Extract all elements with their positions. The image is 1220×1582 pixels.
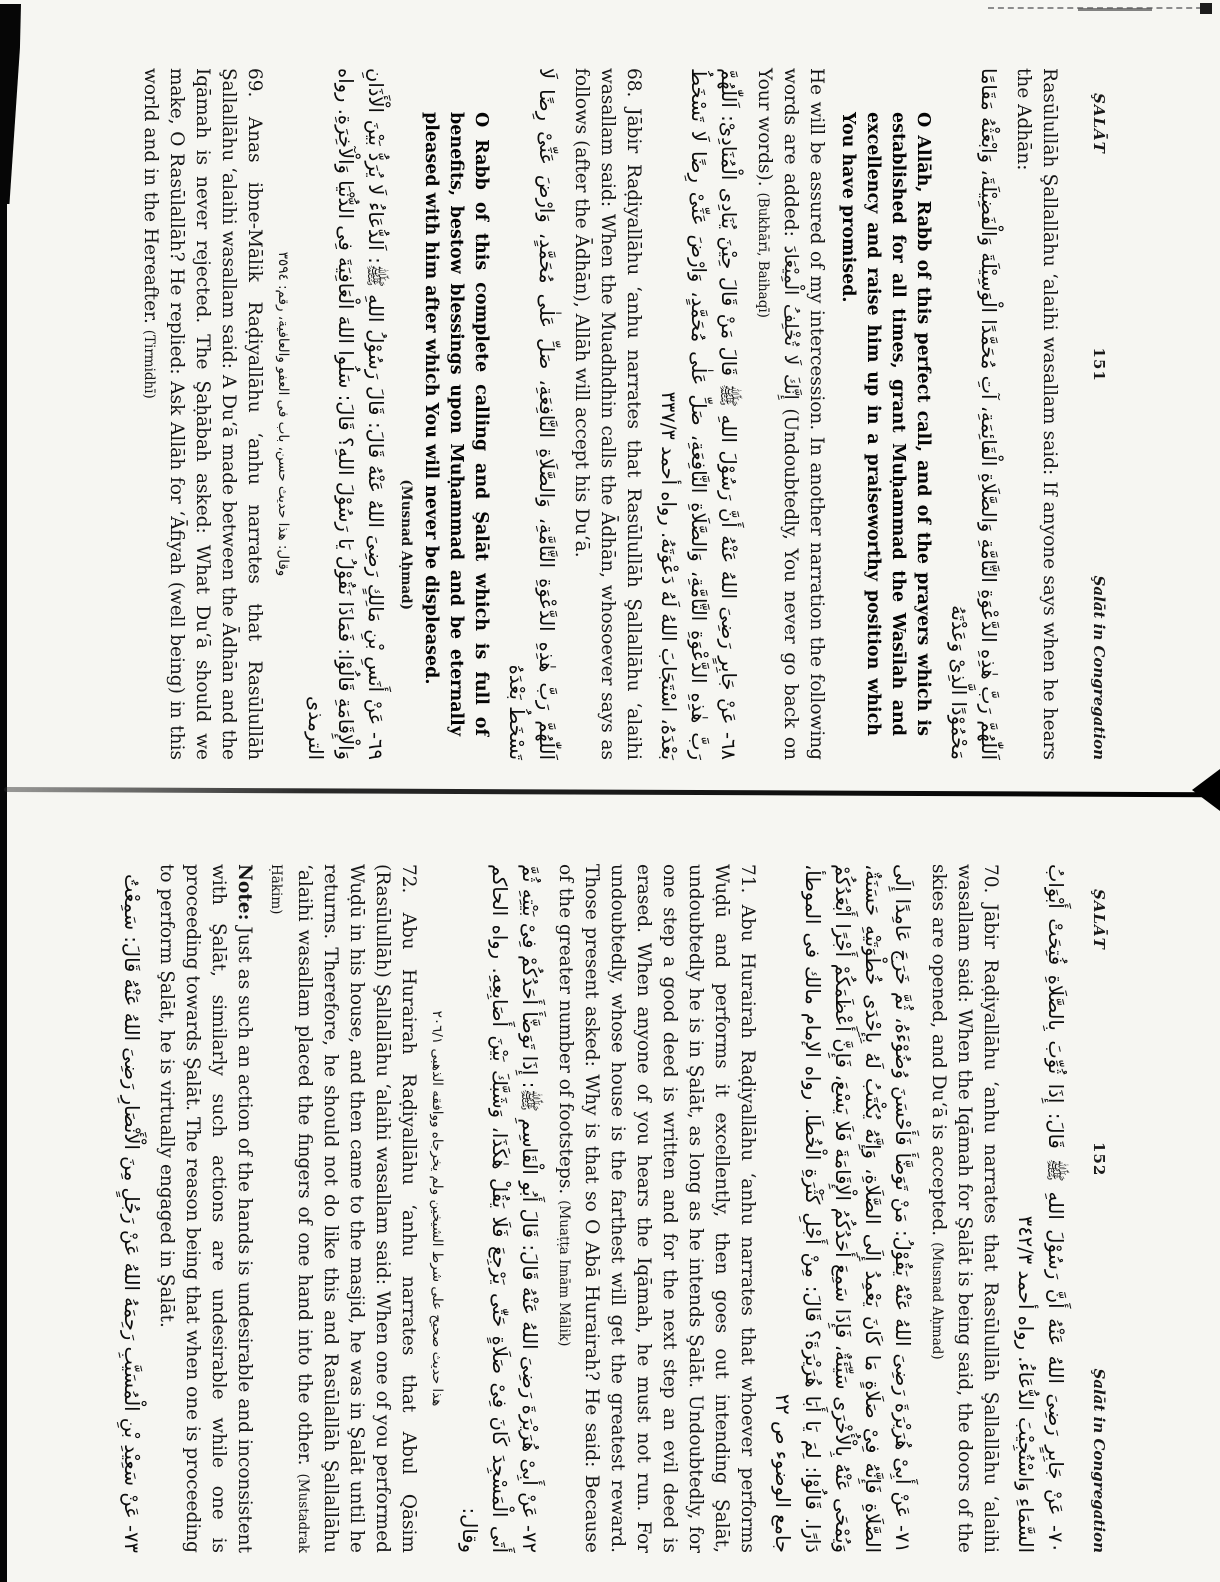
paragraph-text: 71. Abu Hurairah Raḍiyallāhu ‘anhu narrates that whoever performs Wuḍū and performs it excellently, then goes out intending Şalāt, undoubtedly he is in Şalāt, as long as he intends Şalāt. Undoubtedly, for one step a good deed is written and for the next step an evil deed is erased. When anyone of you hears the Iqāmah, he must not run. For undoubtedly, whose house is the farthest will get the greatest reward. Those present asked: Why is that so O Abā Hurairah? He said: Because of the greater number of footsteps.: [555, 864, 758, 1553]
paragraph-text: 72. Abu Hurairah Raḍiyallāhu ‘anhu narrates that Abul Qāsim (Rasūlullāh) Şallallāhu ‘alaihi wasallam said: When one of you performed Wuḍū in his house, and then came to the masjid, he was in Şalāt until he returns. Therefore, he should not do like this and Rasūlallāh Şallallāhu ‘alaihi wasallam placed the fingers of one hand into the other.: [294, 864, 419, 1553]
arabic-hadith-73: ٧٣- عَنْ سَعِيْدِ بْنِ الْمُسَيَّبِ رَحِمَهُ اللهُ عَنْ رَجُلٍ مِنَ الْأَنْصَارِ رَضِىَ اللهُ عَنْهُ قَالَ: سَمِعْتُ: [120, 874, 143, 1553]
page-number: 151: [1090, 347, 1108, 382]
page-header: [1090, 889, 1108, 1553]
citation: (Bukhārī, Baihaqī): [755, 192, 771, 318]
page-number: 152: [1090, 1142, 1108, 1177]
citation: (Tirmidhī): [141, 329, 157, 399]
paragraph-text: 70. Jābir Raḍiyallāhu ‘anhu narrates that Rasūlullāh Şallallāhu ‘alaihi wasallam said: When the Iqāmah for Şalāt is being said, the doors of the skies are opened, and Du‘ā is accepted.: [928, 864, 1001, 1553]
running-title: ŞALĀT: [1090, 889, 1108, 950]
page-152: [0, 796, 1220, 1582]
chapter-title: Şalāt in Congregation: [1090, 575, 1108, 760]
arabic-footnote-69: وقال: هذا حديث حسن، باب فى العفو والعافية، رقم: ٣٥٩٤: [275, 251, 291, 577]
paragraph-hadith-71: [551, 864, 760, 1553]
arabic-dua: اَللّٰهُمَّ رَبَّ هٰذِهِ الدَّعْوَةِ التَّامَّةِ وَالصَّلَاةِ الْقَائِمَةِ، آتِ مُحَمَّدًا الْوَسِيْلَةَ وَالْفَضِيْلَةَ، وَابْعَثْهُ مَقَامًا مَحْمُوْدًا الَّذِىْ وَعَدْتَهُ: [947, 68, 1000, 760]
dua-translation: O Allāh, Rabb of this perfect call, and of the prayers which is established for all times, grant Muḥammad the Wasīlah and excellency and raise him up in a praiseworthy position which You have promised.: [838, 112, 933, 736]
page-body: [116, 864, 1070, 1553]
page-body: [136, 68, 1062, 760]
paragraph-hadith-70: [924, 864, 1003, 1553]
arabic-dua-68: اَللّٰهُمَّ رَبَّ هٰذِهِ الدَّعْوَةِ التَّامَّةِ، وَالصَّلَاةِ النَّافِعَةِ، صَلِّ عَلٰى مُحَمَّدٍ، وَارْضَ عَنِّىْ رِضًا لَا تَسْخَطُ بَعْدَهُ: [505, 68, 558, 760]
paragraph-text: He will be assured of my intercession. In another narration the following words are added: إِنَّكَ لَا تُخْلِفُ الْمِيْعَادَ (Undoubtedly, You never go back on Your words).: [754, 68, 827, 760]
arabic-hadith-69: ٦٩- عَنْ أَنَسِ بْنِ مَالِكٍ رَضِىَ اللهُ عَنْهُ قَالَ: قَالَ رَسُوْلُ اللهِ ﷺ: اَلدُّعَاءُ لَا يُرَدُّ بَيْنَ الْأَذَانِ وَالْإِقَامَةِ قَالُوْا: فَمَاذَا نَقُوْلُ يَا رَسُوْلَ اللهِ؟ قَالَ: سَلُوا اللهَ الْعَافِيَةَ فِى الدُّنْيَا وَالْآخِرَةِ. رواه الترمذى: [304, 68, 387, 760]
chapter-title: Şalāt in Congregation: [1090, 1368, 1108, 1553]
citation-line: [398, 68, 414, 760]
scan-corner-mark: [1200, 3, 1212, 14]
citation: (Musnad Aḥmad): [398, 479, 414, 610]
paragraph-hadith-68: 68. Jābir Raḍiyallāhu ‘anhu narrates that Rasūlullāh Şallallāhu ‘alaihi wasallam said: When the Muadhdhin calls the Ādhān, whosoever says as follows (after the Ādhān), Allāh will accept his Du‘ā.: [571, 68, 644, 760]
running-title: ŞALĀT: [1090, 93, 1108, 154]
arabic-hadith-71: ٧١- عَنْ أَبِىْ هُرَيْرَةَ رَضِىَ اللهُ عَنْهُ يَقُوْلُ: مَنْ تَوَضَّأَ فَأَحْسَنَ وُضُوْءَهُ، ثُمَّ خَرَجَ عَامِدًا إِلَى الصَّلَاةِ فَإِنَّهُ فِىْ صَلَاةٍ مَا كَانَ يَعْمِدُ إِلَى الصَّلَاةِ، وَإِنَّهُ يُكْتَبُ لَهُ بِإِحْدَى خُطْوَتَيْهِ حَسَنَةٌ، وَيُمْحَى عَنْهُ بِالْأُخْرَى سَيِّئَةٌ، فَإِذَا سَمِعَ أَحَدُكُمُ الْإِقَامَةَ فَلَا يَسْعَ، فَإِنَّ أَعْظَمَكُمْ أَجْرًا أَبْعَدُكُمْ دَارًا. قَالُوْا: لِمَ يَا أَبَا هُرَيْرَةَ؟ قَالَ: مِنْ أَجْلِ كَثْرَةِ الْخُطَا. رواه الإمام مالك فى الموطأ، جامع الوضوء ص ٢٢: [771, 864, 914, 1553]
note-paragraph: [153, 864, 257, 1553]
paragraph-intercession: [750, 68, 829, 760]
arabic-hadith-72: ٧٢- عَنْ أَبِىْ هُرَيْرَةَ رَضِىَ اللهُ عَنْهُ قَالَ: قَالَ أَبُو الْقَاسِمِ ﷺ: إِذَا تَوَضَّأَ أَحَدُكُمْ فِىْ بَيْتِهِ ثُمَّ أَتَى الْمَسْجِدَ كَانَ فِىْ صَلَاةٍ حَتّٰى يَرْجِعَ فَلَا يَقُلْ هٰكَذَا، وَشَبَّكَ بَيْنَ أَصَابِعِهِ. رواه الحاكم وقال:: [458, 864, 541, 1553]
arabic-footnote-72: هذا حديث صحيح على شرط الشيخين ولم يخرجاه ووافقه الذهبى ٢٠٦/١: [429, 1010, 445, 1407]
citation: (Musnad Aḥmad): [929, 1242, 945, 1360]
paragraph-text: 69. Anas ibne-Mālik Raḍiyallāhu ‘anhu narrates that Rasūlullāh Şallallāhu ‘alaihi wasallam said: A Du‘ā made between the Ādhān and the Iqāmah is never rejected. The Şaḥābah asked: What Du‘ā should we make, O Rasūlallāh? He replied: Ask Allāh for ‘Āfiyah (well being) in this world and in the Hereafter.: [140, 68, 265, 760]
note-label: Note:: [234, 864, 255, 921]
arabic-hadith-70: ٧٠- عَنْ جَابِرٍ رَضِىَ اللهُ عَنْهُ أَنَّ رَسُوْلَ اللهِ ﷺ قَالَ: إِذَا ثُوِّبَ بِالصَّلَاةِ فُتِحَتْ أَبْوَابُ السَّمَاءِ وَاسْتُجِيْبَ الدُّعَاءُ. رواه أحمد ٣٤٢/٣: [1014, 864, 1067, 1553]
page-151: [0, 0, 1220, 790]
scan-binding-bar: [0, 4, 7, 1582]
note-text: Just as such an action of the hands is undesirable and inconsistent with Şalāt, similarly such actions are undesirable while one is proceeding towards Şalāt. The reason being that when one is proceeding to perform Şalāt, he is virtually engaged in Şalāt.: [156, 864, 255, 1554]
paragraph-hadith-72: [263, 864, 421, 1553]
citation: (Mustadrak Ḥākim): [268, 864, 311, 1553]
paragraph-intro: Rasūlullāh Şallallāhu ‘alaihi wasallam said: If anyone says when he hears the Adhān:: [1013, 68, 1060, 760]
arabic-hadith-68: ٦٨- عَنْ جَابِرٍ رَضِىَ اللهُ عَنْهُ أَنَّ رَسُوْلَ اللهِ ﷺ قَالَ مَنْ قَالَ حِيْنَ يُنَادِى الْمُنَادِىْ: اَللّٰهُمَّ رَبَّ هٰذِهِ الدَّعْوَةِ التَّامَّةِ، وَالصَّلَاةِ النَّافِعَةِ، صَلِّ عَلٰى مُحَمَّدٍ، وَارْضَ عَنِّىْ رِضًا لَا تَسْخَطُ بَعْدَهُ، اسْتَجَابَ اللهُ لَهُ دَعْوَتَهُ. رواه أحمد ٣٣٧/٣: [657, 68, 740, 760]
paragraph-hadith-69: [136, 68, 267, 760]
scan-dashed-edge-dark: [1078, 8, 1152, 11]
citation: (Muaṭṭa Imām Mālik): [556, 1200, 572, 1347]
page-header: [1090, 93, 1108, 760]
page-fold-tip: [1192, 769, 1220, 811]
dua-translation-68: O Rabb of this complete calling and Şalāt which is full of benefits, bestow blessings upon Muḥammad and be eternally pleased with him after which You will never be displeased.: [421, 112, 491, 736]
